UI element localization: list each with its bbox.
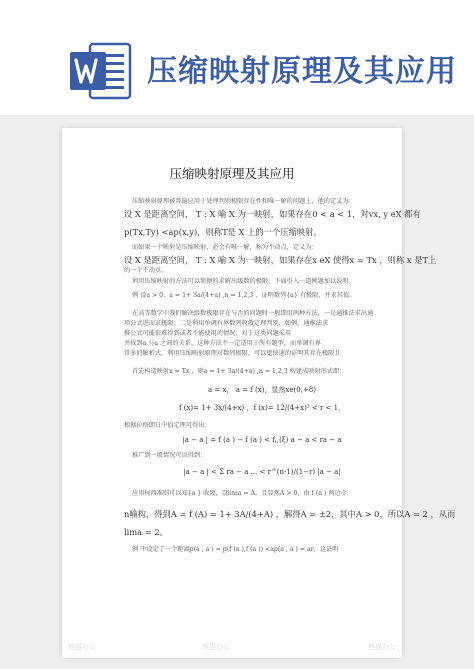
watermark: 熊猫办公: [68, 643, 96, 651]
text-line: 而如果一个映射是压缩映射，必会有唯一解，称为不动点，定义为：: [132, 244, 318, 251]
document-page: [62, 128, 456, 658]
text-line: 例 设a > 0，a = 1+ 3a/(4+a) ,n = 1,2,3 ，证明数列{a} 有极限，并求其值。: [132, 292, 356, 299]
text-line: 推公式可能很难得到或者不能使用的情况，对于这类问题采用: [124, 330, 292, 337]
text-line: n喻构，得到A = f (A) = 1+ 3A/(4+A) ，解得A = ±2，其中A > 0，所以A = 2 ，从而: [124, 509, 456, 519]
text-line: 设 X 是距离空间， T : X 喻 X 为一映射，如果存在0 < a < 1，对vx, y eX 都有: [124, 209, 421, 219]
banner-title: 压缩映射原理及其应用: [147, 54, 457, 89]
text-line: 根据拉格朗日中值定理可得出：: [124, 422, 211, 429]
text-line: |a − a | < Σ ra − a ... < r^(n-1)/(1−r) |a − a|: [183, 468, 341, 476]
text-line: 应用柯西准则可以知{a } 收敛，设lima = A。且显然A > 0，由 f (a ) 两边令: [132, 490, 347, 497]
watermark: 熊猫办公: [202, 643, 230, 651]
text-line: 首先构造映射x = Tx ，则a = 1+ 3a/(4+a) ,n = 1,2,3 构建成映射形式即：: [132, 368, 346, 375]
text-line: 在高等数学中我们解决级数极限存在与否的问题时一般即用两种方法，一是通推法求出通: [132, 310, 374, 317]
text-line: 设 X 是距离空间， T : X 喻 X 为一映射，如果存在x eX 使得x = Tx ，则称 x 是T上: [124, 255, 437, 265]
banner: [0, 0, 474, 115]
document-title: 压缩映射原理及其应用: [169, 166, 295, 181]
text-line: 例 中设定了一个距离p(a , a ) = p(f (a ),f (a )) <ap(a , a ) = ar，这证明: [132, 546, 339, 553]
text-line: 压缩映射原理被普遍应用于处理判别根限存在性和唯一解的问题上，他的定义为：: [132, 198, 355, 205]
watermark: 熊猫办公: [368, 643, 396, 651]
text-line: 项公式进而求极限；二是利用单调有界数列收敛定理判别，如例，通推法求: [124, 320, 329, 327]
text-line: 的一个不动点。: [124, 267, 168, 274]
text-line: f (x)= 1+ 3x/(4+x) ，f (x)= 12/(4+x)² < r < 1，: [178, 404, 346, 412]
text-line: 推广到一般情况可以得到：: [132, 452, 207, 459]
text-line: p(Tx,Ty) <ap(x,y)，则称T是 X 上的一个压缩映射。: [124, 227, 322, 237]
text-line: a = x， a = f (x)，显然xe(0,+8): [208, 386, 316, 394]
text-line: lima = 2。: [124, 527, 168, 537]
text-line: |a − a | = f (a ) − f (a ) < f,,(ξ) a − a < ra − a: [182, 436, 342, 444]
word-document-icon: [68, 38, 134, 104]
text-line: 常多的解析式。利用压缩映射原理对数列极限，可以更快速的证明其存在极限且: [124, 350, 341, 357]
text-line: 利用压缩映射的方法可以简便的求解出级数的极限，下面引入一道例题加以说明。: [132, 278, 355, 285]
text-line: 并找到a 与a 之间的关系，这种方法不一定适用于所有题型，而单调有界: [124, 340, 321, 347]
